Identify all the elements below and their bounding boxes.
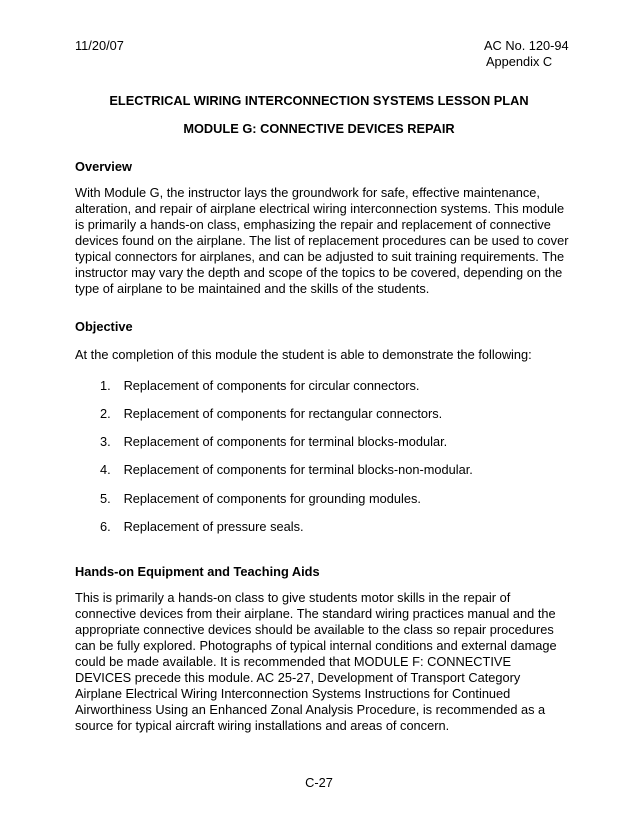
paragraph-line: With Module G, the instructor lays the groundwork for safe, effective maintenance, xyxy=(75,185,540,200)
paragraph-line: typical connectors for airplanes, and can be adjusted to suit training requirements. The xyxy=(75,249,565,264)
overview-heading: Overview xyxy=(75,159,132,174)
objective-item xyxy=(100,519,304,535)
item-number: 2. xyxy=(100,406,111,421)
item-number: 4. xyxy=(100,462,111,477)
document-title: ELECTRICAL WIRING INTERCONNECTION SYSTEMS LESSON PLAN xyxy=(109,93,529,108)
objective-intro: At the completion of this module the student is able to demonstrate the following: xyxy=(75,347,532,362)
item-text: Replacement of components for rectangular connectors. xyxy=(123,406,443,421)
objective-item xyxy=(100,378,419,394)
item-number: 1. xyxy=(100,378,111,393)
paragraph-line: appropriate connective devices should be available to the class so repair procedures xyxy=(75,622,554,637)
item-text: Replacement of components for circular connectors. xyxy=(123,378,420,393)
paragraph-line: devices found on the airplane. The list of replacement procedures can be used to cover xyxy=(75,233,569,248)
paragraph-line: This is primarily a hands-on class to give students motor skills in the repair of xyxy=(75,590,511,605)
equipment-heading: Hands-on Equipment and Teaching Aids xyxy=(75,564,320,579)
paragraph-line: could be made available. It is recommended that MODULE F: CONNECTIVE xyxy=(75,654,511,669)
item-number: 6. xyxy=(100,519,111,534)
objective-item xyxy=(100,434,447,450)
paragraph-line: source for typical aircraft wiring installations and areas of concern. xyxy=(75,718,450,733)
item-number: 5. xyxy=(100,491,111,506)
paragraph-line: can be fully explored. Photographs of typical internal conditions and external damage xyxy=(75,638,557,653)
objective-item xyxy=(100,462,473,478)
module-title: MODULE G: CONNECTIVE DEVICES REPAIR xyxy=(183,121,455,136)
item-text: Replacement of components for terminal blocks-modular. xyxy=(123,434,448,449)
paragraph-line: Airplane Electrical Wiring Interconnection Systems Instructions for Continued xyxy=(75,686,511,701)
paragraph-line: type of airplane to be maintained and the skills of the students. xyxy=(75,281,430,296)
objective-item xyxy=(100,491,421,507)
paragraph-line: is primarily a hands-on class, emphasizing the repair and replacement of connective xyxy=(75,217,551,232)
item-text: Replacement of components for grounding modules. xyxy=(123,491,421,506)
header-appendix: Appendix C xyxy=(486,54,553,69)
paragraph-line: connective devices from their airplane. The standard wiring practices manual and the xyxy=(75,606,556,621)
overview-paragraph xyxy=(75,185,575,297)
objective-heading: Objective xyxy=(75,319,133,334)
paragraph-line: DEVICES precede this module. AC 25-27, Development of Transport Category xyxy=(75,670,521,685)
paragraph-line: Airworthiness Using an Enhanced Zonal Analysis Procedure, is recommended as a xyxy=(75,702,546,717)
item-text: Replacement of components for terminal blocks-non-modular. xyxy=(123,462,473,477)
paragraph-line: instructor may vary the depth and scope of the topics to be covered, depending on the xyxy=(75,265,563,280)
item-text: Replacement of pressure seals. xyxy=(123,519,304,534)
page-number: C-27 xyxy=(305,775,333,790)
equipment-paragraph xyxy=(75,590,575,734)
header-date: 11/20/07 xyxy=(75,38,124,53)
item-number: 3. xyxy=(100,434,111,449)
objective-item xyxy=(100,406,442,422)
paragraph-line: alteration, and repair of airplane electrical wiring interconnection systems. This module xyxy=(75,201,565,216)
header-ac-number: AC No. 120-94 xyxy=(484,38,569,53)
